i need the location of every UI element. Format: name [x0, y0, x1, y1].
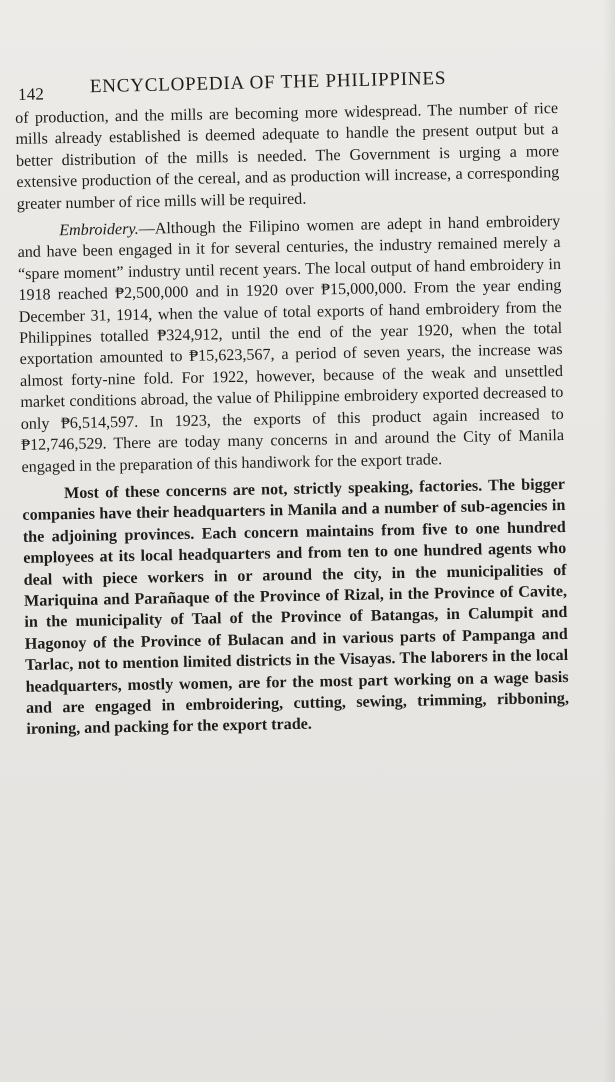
body-text	[15, 98, 570, 741]
paragraph-rice-mills: of production, and the mills are becoming more widespread. The number of rice mills already established is deemed adequate to handle the present output but a better distribution of the mills is needed. The Government is urging a more extensive production of the cereal, and as production will increase, a corresponding greater number of rice mills will be required.	[15, 100, 560, 213]
page-number: 142	[17, 84, 45, 104]
running-title: ENCYCLOPEDIA OF THE PHILIPPINES	[89, 67, 447, 98]
paragraph-concerns: Most of these concerns are not, strictly speaking, factories. The bigger companies have their headquarters in Manila and a number of sub-agencies in the adjoining provinces. Each concern maintains from five to one hundred employees at its local headquarters and from ten to one hundred agents who deal with piece workers in or around the city, in the municipalities of Mariquina and Parañaque of the Province of Rizal, in the Province of Cavite, in the municipality of Taal of the Province of Batangas, in Calumpit and Hagonoy of the Province of Bulacan and in various parts of Pampanga and Tarlac, not to mention limited districts in the Visayas. The laborers in the local headquarters, mostly women, are for the most part working on a wage basis and are engaged in embroidering, cutting, sewing, trimming, ribboning, ironing, and packing for the export trade.	[22, 475, 570, 739]
embroidery-heading: Embroidery.	[59, 220, 139, 240]
page-edge-shadow	[603, 0, 615, 1082]
embroidery-text: —Although the Filipino women are adept in hand embroidery and have been engaged in it for several centuries, the industry remained merely a “spare moment” industry until recent years. The local output of hand embroidery in 1918 reached ₱2,500,000 and in 1920 over ₱15,000,000. From the year ending December 31, 1914, when the value of total exports of hand embroidery from the Philippines totalled ₱324,912, until the end of the year 1920, when the total exportation amounted to ₱15,623,567, a period of seven years, the increase was almost forty-nine fold. For 1922, however, because of the weak and unsettled market conditions abroad, the value of Philippine embroidery exported decreased to only ₱6,514,597. In 1923, the exports of this product again increased to ₱12,746,529. There are today many concerns in and around the City of Manila engaged in the preparation of this handiwork for the export trade.	[17, 213, 565, 476]
paragraph-embroidery	[17, 211, 565, 478]
